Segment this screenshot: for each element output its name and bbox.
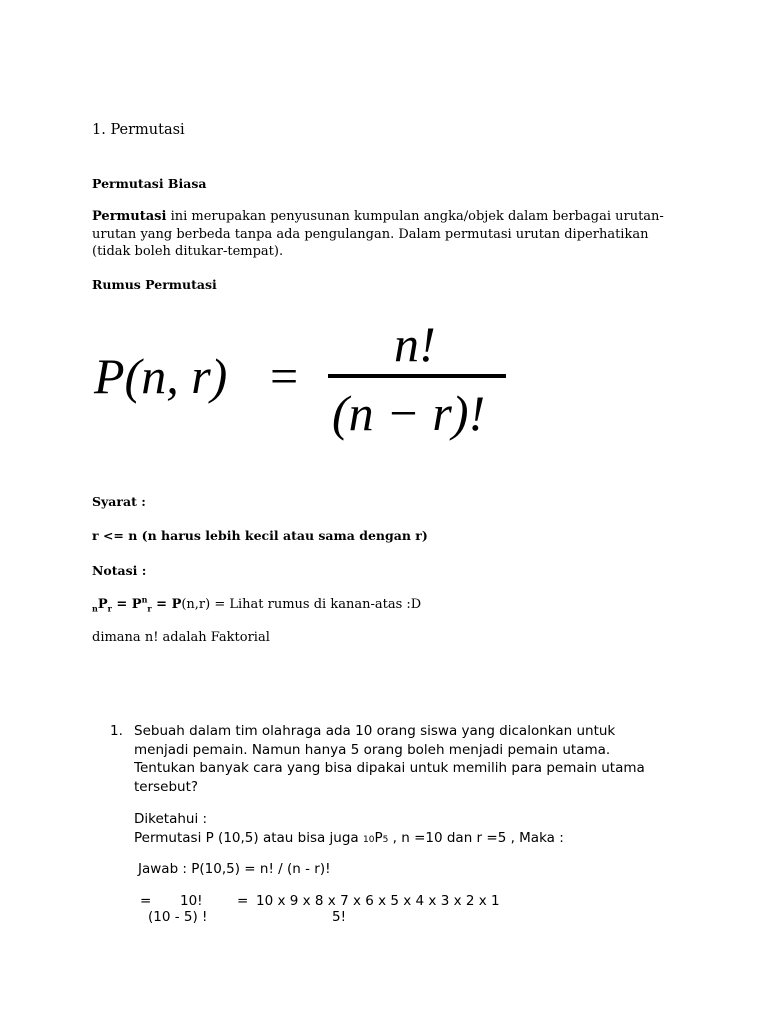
- question-line: Tentukan banyak cara yang bisa dipakai untuk memilih para pemain utama: [134, 760, 645, 776]
- formula-equals: =: [270, 348, 299, 404]
- answer-line: Jawab : P(10,5) = n! / (n - r)!: [138, 861, 331, 877]
- known-pre: Permutasi P (10,5) atau bisa juga: [134, 830, 363, 846]
- formula-lhs: P(n, r): [94, 348, 228, 404]
- example-number: 1.: [110, 723, 123, 739]
- known-post: , n =10 dan r =5 , Maka :: [388, 830, 564, 846]
- question-line: menjadi pemain. Namun hanya 5 orang boleh menjadi pemain utama.: [134, 741, 611, 758]
- calc-denominator: (10 - 5) !: [148, 909, 208, 925]
- factorial-note: [92, 630, 270, 645]
- permutation-formula: [92, 318, 522, 448]
- section-heading: 1. Permutasi: [92, 122, 185, 138]
- calc-expansion: 10 x 9 x 8 x 7 x 6 x 5 x 4 x 3 x 2 x 1: [256, 893, 500, 909]
- formula-fraction-bar: [328, 374, 506, 378]
- notasi-p1-sub: r: [107, 603, 112, 614]
- notasi-p2-sub: r: [147, 603, 152, 614]
- notasi-p3: P: [171, 597, 182, 612]
- calc-denominator-2: 5!: [332, 909, 347, 925]
- notasi-p1: P: [97, 597, 108, 612]
- notasi-eq2: =: [151, 597, 172, 612]
- calc-eq2: =: [237, 893, 249, 909]
- question-line: tersebut?: [134, 778, 199, 795]
- formula-denominator: (n − r)!: [332, 385, 486, 441]
- notasi-label: Notasi :: [92, 563, 147, 578]
- known-sub: 10: [363, 835, 375, 845]
- formula-heading: Rumus Permutasi: [92, 277, 217, 292]
- factorial-note-a: dimana n: [92, 630, 154, 645]
- syarat-rule: r <= n (n harus lebih kecil atau sama dengan r): [92, 528, 428, 543]
- notasi-eq1: =: [111, 597, 132, 612]
- definition-term: Permutasi: [92, 209, 167, 224]
- known-sub2: 5: [382, 835, 389, 845]
- notasi-rest: (n,r) = Lihat rumus di kanan-atas :D: [181, 597, 422, 612]
- notasi-line: [92, 594, 422, 614]
- subheading-permutasi-biasa: Permutasi Biasa: [92, 176, 207, 191]
- known-line: [134, 829, 564, 850]
- known-label: Diketahui :: [134, 811, 208, 827]
- factorial-note-b: ! adalah Faktorial: [153, 630, 270, 645]
- definition-paragraph: [92, 208, 682, 261]
- notasi-n-sub: n: [92, 603, 98, 614]
- formula-numerator: n!: [394, 318, 436, 372]
- syarat-label: Syarat :: [92, 494, 146, 509]
- calc-numerator: 10!: [180, 893, 203, 909]
- definition-text: ini merupakan penyusunan kumpulan angka/objek dalam berbagai urutan-urutan yang berbeda tanpa ada pengulangan. Dalam permutasi urutan diperhatikan (tidak boleh ditukar-tempat).: [92, 209, 664, 259]
- known-p: P: [374, 830, 383, 846]
- example-question: [134, 722, 645, 796]
- notasi-p2-sup: n: [141, 594, 148, 605]
- notasi-p2: P: [131, 597, 142, 612]
- calc-eq: =: [140, 893, 152, 909]
- question-line: Sebuah dalam tim olahraga ada 10 orang siswa yang dicalonkan untuk: [134, 723, 616, 739]
